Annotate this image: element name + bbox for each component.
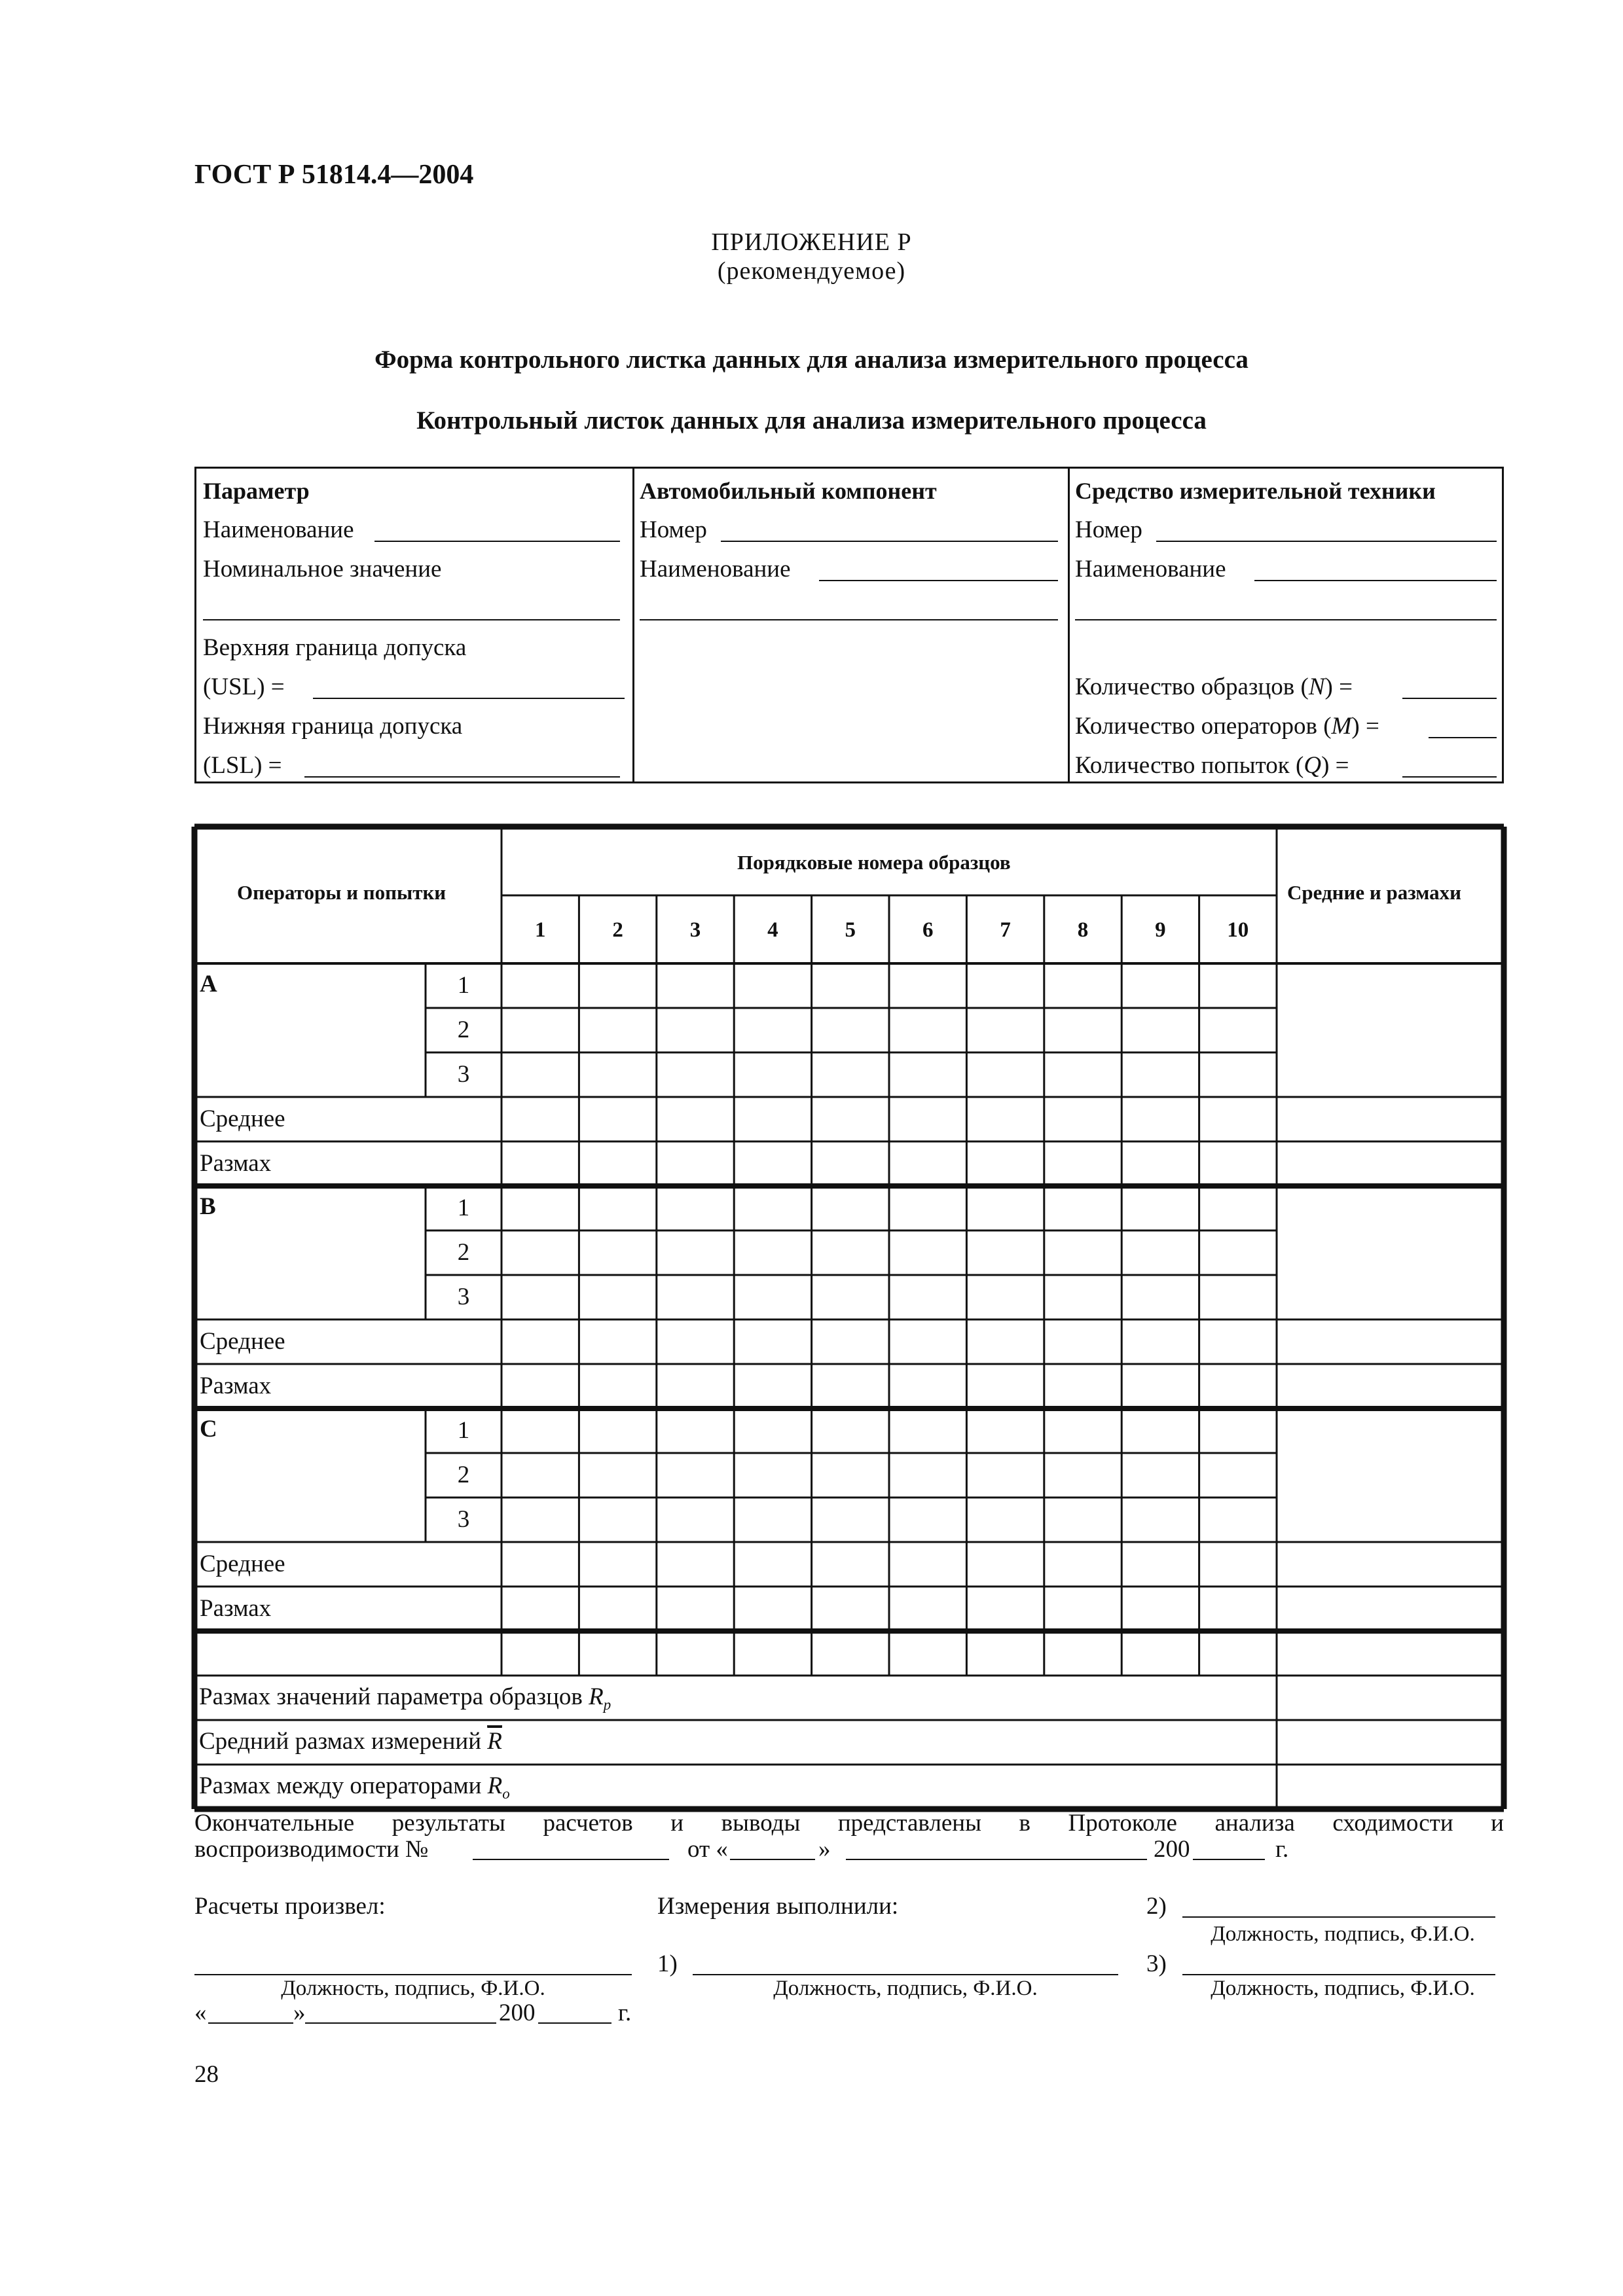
signer-1-caption: Должность, подпись, Ф.И.О. — [773, 1977, 1038, 2000]
sample-number: 9 — [1155, 918, 1166, 942]
signer-3-number: 3) — [1146, 1950, 1167, 1977]
trials-count-label: Количество попыток (Q) = — [1075, 752, 1349, 779]
range-row-label: Размах — [200, 1150, 272, 1177]
usl-label: Верхняя граница допуска — [203, 634, 467, 661]
header-table — [194, 467, 1504, 783]
rp-label: Размах значений параметра образцов $R_p$ — [199, 1683, 611, 1713]
signer-2-caption: Должность, подпись, Ф.И.О. — [1211, 1922, 1475, 1946]
samples-count-field[interactable] — [1402, 698, 1497, 699]
protocol-year-field[interactable] — [1193, 1859, 1265, 1860]
parameter-name-field[interactable] — [374, 541, 620, 542]
operator-name: B — [200, 1193, 216, 1220]
col-samples-header: Порядковые номера образцов — [737, 851, 1011, 874]
sample-number: 5 — [845, 918, 856, 942]
samples-count-label: Количество образцов (N) = — [1075, 673, 1353, 700]
rbar-label: Средний размах измерений $\overline{R}$ — [199, 1729, 502, 1755]
operators-count-field[interactable] — [1429, 737, 1497, 738]
conclusion-from: от « — [687, 1836, 728, 1863]
conclusion-year: 200 — [1154, 1836, 1190, 1863]
parameter-name-label: Наименование — [203, 516, 354, 543]
instrument-name-field[interactable] — [1254, 580, 1497, 581]
trial-number: 2 — [457, 1462, 470, 1488]
date-month-field[interactable] — [305, 2022, 496, 2024]
component-column — [632, 469, 1070, 781]
trial-number: 1 — [457, 1194, 470, 1221]
col-averages-header: Средние и размахи — [1287, 881, 1462, 904]
appendix-title: ПРИЛОЖЕНИЕ Р — [711, 228, 912, 256]
col-operators-header: Операторы и попытки — [237, 881, 447, 904]
trial-number: 3 — [457, 1506, 470, 1533]
page-number: 28 — [194, 2061, 219, 2088]
trial-number: 2 — [457, 1016, 470, 1043]
sample-number: 6 — [922, 918, 934, 942]
sample-number: 2 — [612, 918, 623, 942]
lsl-label: Нижняя граница допуска — [203, 713, 463, 740]
trial-number: 1 — [457, 972, 470, 999]
operators-count-label: Количество операторов (M) = — [1075, 713, 1379, 740]
component-name-label: Наименование — [640, 556, 791, 583]
signer-3-caption: Должность, подпись, Ф.И.О. — [1211, 1977, 1475, 2000]
instrument-title: Средство измерительной техники — [1075, 478, 1436, 504]
operator-name: C — [200, 1416, 217, 1443]
trial-number: 3 — [457, 1061, 470, 1088]
parameter-column — [196, 469, 632, 781]
component-name-field[interactable] — [819, 580, 1058, 581]
sample-number: 1 — [534, 918, 546, 942]
date-year-field[interactable] — [538, 2022, 611, 2024]
signer-2-number: 2) — [1146, 1893, 1167, 1920]
appendix-heading — [0, 228, 1623, 285]
instrument-name-label: Наименование — [1075, 556, 1226, 583]
instrument-extra-field[interactable] — [1075, 619, 1497, 620]
range-row-label: Размах — [200, 1372, 272, 1399]
sample-number: 4 — [767, 918, 778, 942]
instrument-number-field[interactable] — [1156, 541, 1497, 542]
trial-number: 3 — [457, 1283, 470, 1310]
protocol-day-field[interactable] — [730, 1859, 815, 1860]
calc-signature-field[interactable] — [194, 1974, 632, 1975]
sample-number: 8 — [1077, 918, 1089, 942]
average-row-label: Среднее — [200, 1105, 285, 1132]
form-heading: Форма контрольного листка данных для анализа измерительного процесса — [374, 346, 1249, 374]
standard-number: ГОСТ Р 51814.4—2004 — [194, 160, 474, 190]
instrument-number-label: Номер — [1075, 516, 1142, 543]
measure-label: Измерения выполнили: — [657, 1893, 899, 1920]
protocol-month-field[interactable] — [846, 1859, 1147, 1860]
operator-name: A — [200, 971, 217, 997]
average-row-label: Среднее — [200, 1551, 285, 1577]
nominal-value-field[interactable] — [203, 619, 620, 620]
signer-2-field[interactable] — [1182, 1916, 1495, 1918]
conclusion-close: » — [818, 1836, 831, 1863]
nominal-value-label: Номинальное значение — [203, 556, 442, 583]
trial-number: 2 — [457, 1239, 470, 1266]
component-extra-field[interactable] — [640, 619, 1058, 620]
date-day-field[interactable] — [208, 2022, 293, 2024]
calc-label: Расчеты произвел: — [194, 1893, 386, 1920]
average-row-label: Среднее — [200, 1328, 285, 1355]
conclusion-line-1: Окончательные результаты расчетов и выводы представлены в Протоколе анализа сходимости и — [194, 1810, 1504, 1837]
lsl-eq: (LSL) = — [203, 752, 282, 779]
date-year: 200 — [499, 2000, 536, 2026]
usl-field[interactable] — [313, 698, 625, 699]
appendix-type: (рекомендуемое) — [717, 257, 906, 285]
trials-count-field[interactable] — [1402, 776, 1497, 778]
date-g: г. — [618, 2000, 632, 2026]
date-close: » — [293, 2000, 306, 2026]
sheet-heading: Контрольный листок данных для анализа измерительного процесса — [416, 406, 1207, 435]
instrument-column — [1068, 469, 1502, 781]
sample-number: 7 — [1000, 918, 1011, 942]
protocol-number-field[interactable] — [473, 1859, 669, 1860]
signer-1-number: 1) — [657, 1950, 678, 1977]
trial-number: 1 — [457, 1417, 470, 1444]
range-row-label: Размах — [200, 1595, 272, 1622]
component-number-field[interactable] — [721, 541, 1058, 542]
usl-eq: (USL) = — [203, 673, 285, 700]
lsl-field[interactable] — [304, 776, 620, 778]
ro-label: Размах между операторами $R_o$ — [199, 1772, 510, 1803]
component-number-label: Номер — [640, 516, 707, 543]
component-title: Автомобильный компонент — [640, 478, 937, 504]
sample-number: 3 — [689, 918, 701, 942]
calc-caption: Должность, подпись, Ф.И.О. — [281, 1977, 545, 2000]
sample-number: 10 — [1227, 918, 1249, 942]
parameter-title: Параметр — [203, 478, 310, 504]
signer-1-field[interactable] — [693, 1974, 1118, 1975]
conclusion-line-2-prefix: воспроизводимости № — [194, 1836, 429, 1863]
conclusion-g: г. — [1275, 1836, 1289, 1863]
signer-3-field[interactable] — [1182, 1974, 1495, 1975]
date-open: « — [194, 2000, 207, 2026]
